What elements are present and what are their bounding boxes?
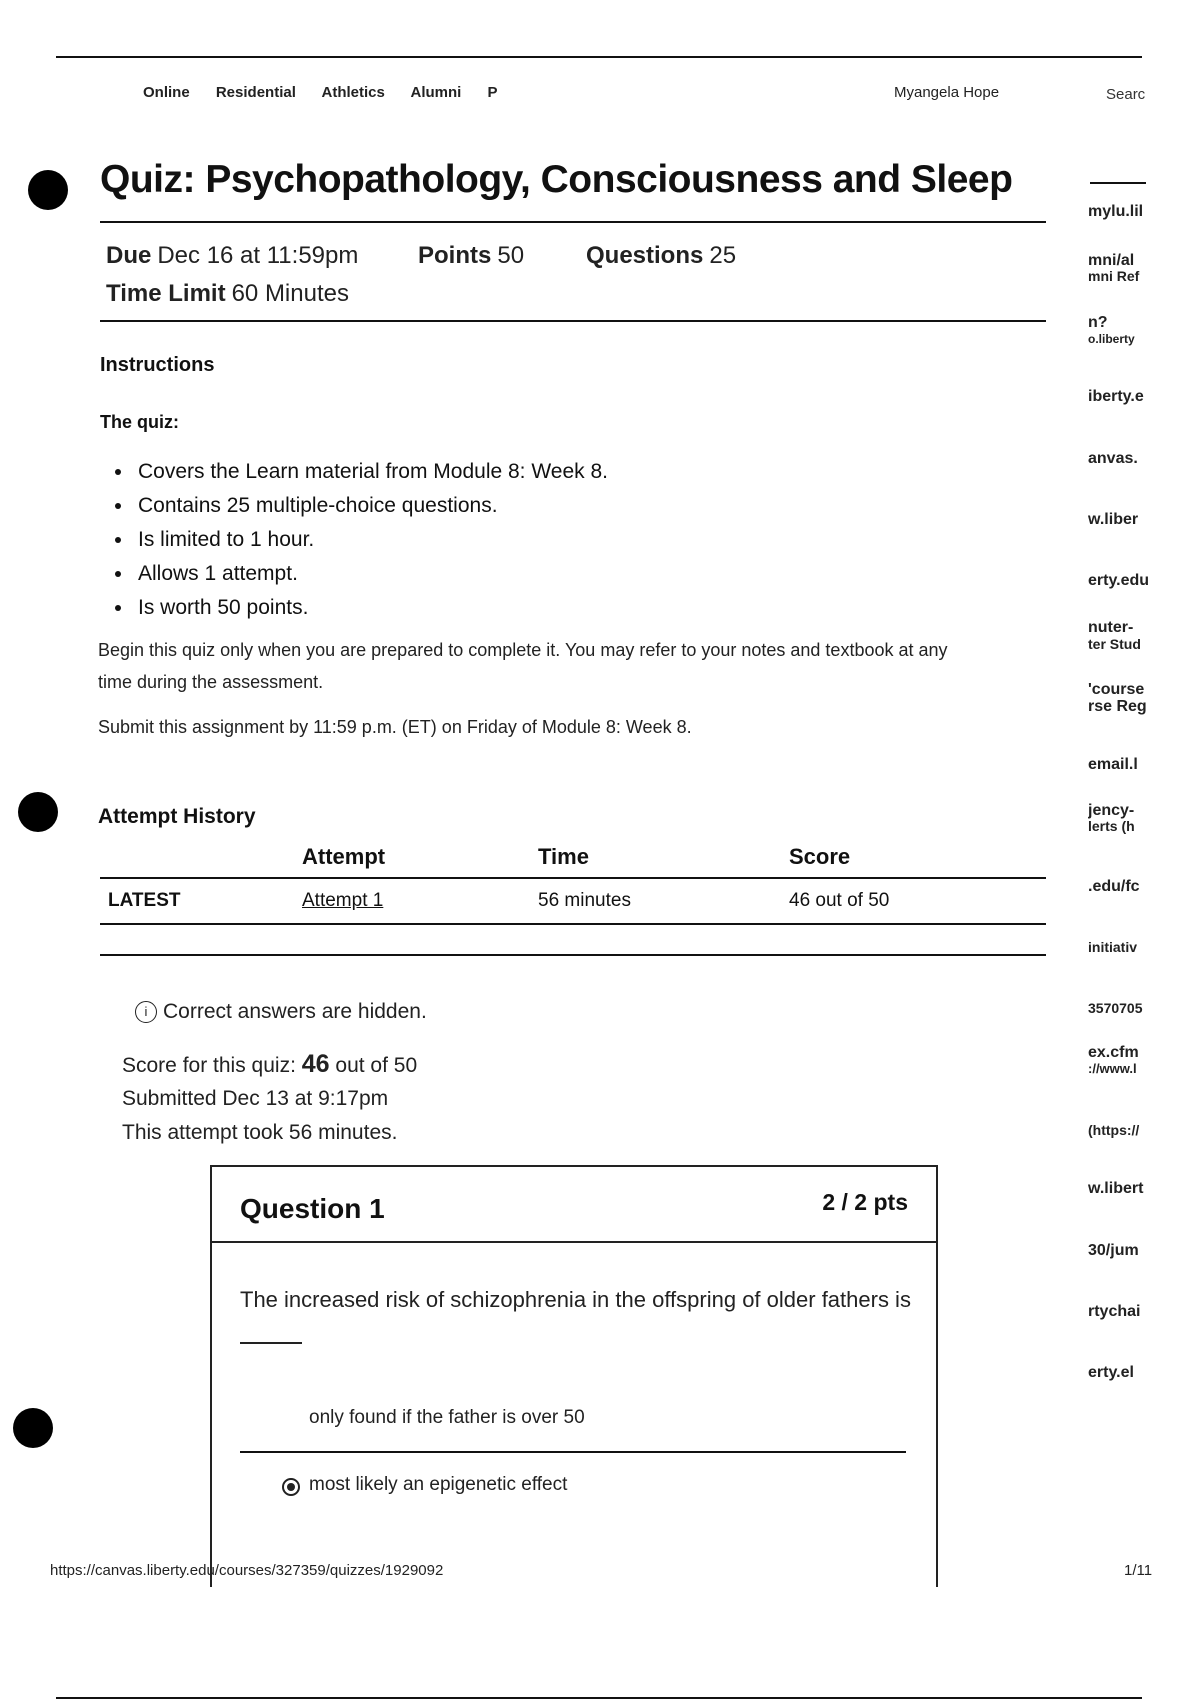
side-fragment: anvas. xyxy=(1088,450,1138,467)
nav-link-alumni[interactable]: Alumni xyxy=(410,84,462,101)
instructions-paragraph xyxy=(98,634,948,698)
instruction-item: • Contains 25 multiple-choice questions. xyxy=(134,489,608,523)
points-value: 50 xyxy=(497,242,525,269)
score-value: 46 xyxy=(301,1050,330,1078)
search-link[interactable]: Searc xyxy=(1106,86,1146,103)
column-header-attempt: Attempt xyxy=(302,844,386,869)
side-fragment: 3570705 xyxy=(1088,1000,1143,1016)
question-header xyxy=(212,1167,936,1243)
question-card xyxy=(210,1165,938,1587)
attempt-link[interactable]: Attempt 1 xyxy=(302,890,384,911)
paragraph-line: time during the assessment. xyxy=(98,672,324,692)
table-header-divider xyxy=(100,877,1046,879)
notice-text: Correct answers are hidden. xyxy=(163,1000,427,1023)
side-fragment: ter Stud xyxy=(1088,636,1141,652)
question-text: The increased risk of schizophrenia in the offspring of older fathers is xyxy=(240,1287,911,1312)
side-fragment: n? xyxy=(1088,314,1108,331)
submit-paragraph: Submit this assignment by 11:59 p.m. (ET) on Friday of Module 8: Week 8. xyxy=(98,717,692,737)
page-title: Quiz: Psychopathology, Consciousness and Sleep xyxy=(100,158,1013,201)
attempt-score: 46 out of 50 xyxy=(789,890,890,911)
nav-link-online[interactable]: Online xyxy=(143,84,190,101)
time-limit-value: 60 Minutes xyxy=(231,280,349,307)
attempt-time: 56 minutes xyxy=(538,890,631,911)
quiz-score: Score for this quiz: 46 out of 50 xyxy=(122,1050,418,1078)
column-header-time: Time xyxy=(538,844,589,869)
questions-info xyxy=(586,242,736,270)
paragraph-line: Begin this quiz only when you are prepared to complete it. You may refer to your notes and textbook at any xyxy=(98,640,948,660)
side-fragment: mylu.lil xyxy=(1088,203,1144,220)
side-divider xyxy=(1090,182,1146,184)
points-label: Points xyxy=(418,242,492,269)
answer-option: only found if the father is over 50 xyxy=(309,1407,585,1428)
quiz-subheading: The quiz: xyxy=(100,412,179,432)
question-title: Question 1 xyxy=(240,1193,385,1224)
side-fragment: ://www.l xyxy=(1088,1061,1137,1076)
side-fragment: w.liber xyxy=(1088,511,1139,528)
side-fragment: rtychai xyxy=(1088,1303,1141,1320)
meta-divider xyxy=(100,320,1046,322)
side-fragment: email.l xyxy=(1088,756,1138,773)
points-info xyxy=(418,242,524,270)
side-fragment: iberty.e xyxy=(1088,388,1144,405)
side-fragment: lerts (h xyxy=(1088,818,1135,834)
instruction-item: • Is worth 50 points. xyxy=(134,591,608,625)
footer-url: https://canvas.liberty.edu/courses/327359/quizzes/1929092 xyxy=(50,1562,444,1579)
top-nav xyxy=(143,84,520,101)
submitted-info: Submitted Dec 13 at 9:17pm xyxy=(122,1087,389,1110)
side-fragment: (https:// xyxy=(1088,1122,1140,1138)
due-label: Due xyxy=(106,242,152,269)
question-points: 2 / 2 pts xyxy=(822,1189,908,1215)
footer-page-number: 1/11 xyxy=(1124,1562,1153,1579)
attempt-duration: This attempt took 56 minutes. xyxy=(122,1121,398,1144)
side-fragment: erty.el xyxy=(1088,1364,1134,1381)
instruction-item: • Allows 1 attempt. xyxy=(134,557,608,591)
time-limit-info xyxy=(106,280,349,308)
title-divider xyxy=(100,221,1046,223)
user-name[interactable]: Myangela Hope xyxy=(894,84,1000,101)
top-border xyxy=(56,56,1142,58)
side-fragment: erty.edu xyxy=(1088,572,1150,589)
side-fragment: 30/jum xyxy=(1088,1242,1139,1259)
section-divider xyxy=(100,954,1046,956)
side-fragment: o.liberty xyxy=(1088,332,1135,346)
side-fragment: mni/al xyxy=(1088,252,1135,269)
instructions-heading: Instructions xyxy=(100,354,215,376)
info-icon: i xyxy=(135,1001,157,1023)
questions-label: Questions xyxy=(586,242,704,269)
side-fragment: jency- xyxy=(1088,802,1135,819)
latest-tag: LATEST xyxy=(108,890,181,911)
nav-link-athletics[interactable]: Athletics xyxy=(321,84,385,101)
side-fragment: w.libert xyxy=(1088,1180,1144,1197)
nav-link-residential[interactable]: Residential xyxy=(215,84,296,101)
answer-blank xyxy=(240,1342,302,1344)
side-fragment: initiativ xyxy=(1088,939,1138,955)
punch-hole xyxy=(18,792,58,832)
punch-hole xyxy=(13,1408,53,1448)
side-fragment: .edu/fc xyxy=(1088,878,1140,895)
side-fragment: rse Reg xyxy=(1088,698,1147,715)
hidden-answers-notice xyxy=(135,1000,427,1024)
column-header-score: Score xyxy=(789,844,851,869)
side-fragment: nuter- xyxy=(1088,619,1134,636)
instruction-item: • Is limited to 1 hour. xyxy=(134,523,608,557)
due-value: Dec 16 at 11:59pm xyxy=(157,242,359,269)
questions-value: 25 xyxy=(709,242,737,269)
attempt-history-heading: Attempt History xyxy=(98,805,256,828)
nav-link-p[interactable]: P xyxy=(487,84,498,101)
punch-hole xyxy=(28,170,68,210)
side-fragment: 'course xyxy=(1088,681,1145,698)
time-limit-label: Time Limit xyxy=(106,280,226,307)
instruction-item: • Covers the Learn material from Module 8: Week 8. xyxy=(134,455,608,489)
due-info xyxy=(106,242,358,270)
selected-radio-icon xyxy=(282,1478,300,1496)
side-fragment: mni Ref xyxy=(1088,268,1140,284)
answer-divider xyxy=(240,1451,906,1453)
bottom-border xyxy=(56,1697,1142,1699)
side-fragment: ex.cfm xyxy=(1088,1044,1139,1061)
table-row-divider xyxy=(100,923,1046,925)
answer-option-selected: most likely an epigenetic effect xyxy=(309,1474,568,1495)
instruction-list xyxy=(110,455,608,625)
